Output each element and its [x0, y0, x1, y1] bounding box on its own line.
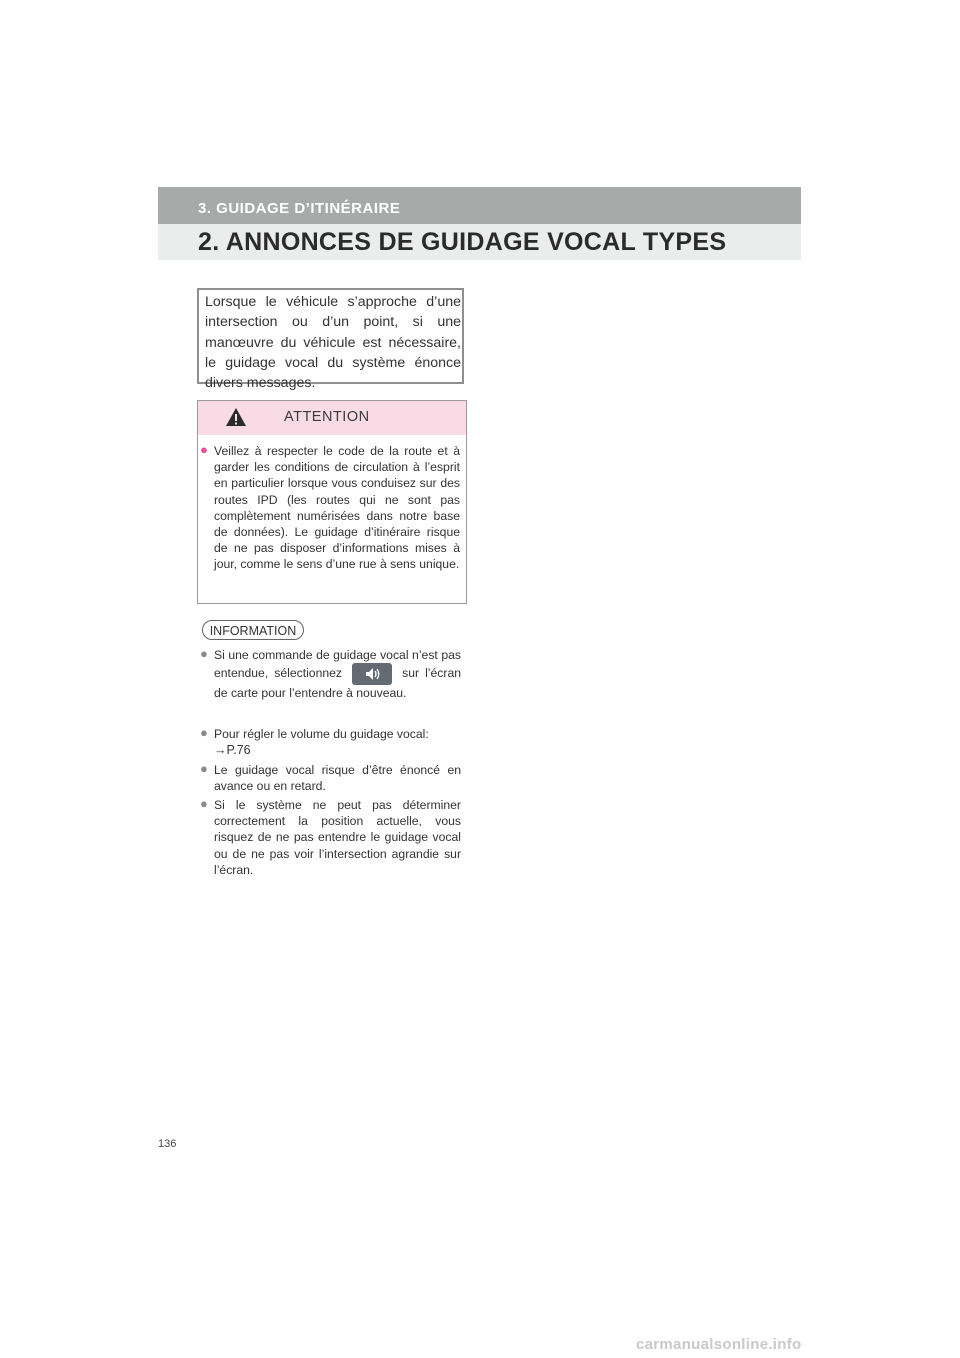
warning-triangle-icon	[225, 407, 247, 427]
info-item-text: Si le système ne peut pas déterminer correctement la position actuelle, vous risquez de ne pas entendre le guidage vocal ou de ne pas voir l’intersection agrandie sur l’écran.	[214, 798, 461, 877]
bullet-icon: ●	[200, 646, 208, 661]
bullet-icon: ●	[200, 725, 208, 740]
info-item-text: Pour régler le volume du guidage vocal:	[214, 727, 429, 741]
bullet-icon: ●	[200, 796, 208, 811]
speaker-icon[interactable]	[352, 663, 392, 685]
attention-item-text: Veillez à respecter le code de la route et à garder les conditions de circulation à l’esprit en particulier lorsque vous conduisez sur des routes IPD (les routes qui ne sont pas complètement numérisées dans notre base de données). Le guidage d’itinéraire risque de ne pas disposer d’informations mises à jour, comme le sens d’une rue à sens unique.	[214, 444, 460, 572]
information-label: INFORMATION	[202, 620, 304, 640]
attention-item	[200, 442, 460, 573]
intro-box	[197, 288, 464, 392]
attention-header	[198, 401, 466, 435]
attention-title: ATTENTION	[284, 409, 370, 425]
info-item	[200, 796, 461, 878]
info-item-text: Le guidage vocal risque d’être énoncé en avance ou en retard.	[214, 763, 461, 794]
page-title: 2. ANNONCES DE GUIDAGE VOCAL TYPES	[198, 228, 727, 256]
info-item-text-after: sur l’écran de carte pour l’entendre à nouveau.	[214, 666, 462, 701]
info-item	[200, 761, 461, 794]
info-item-text: Si une commande de guidage vocal n’est pas entendue, sélectionnez	[214, 648, 461, 681]
bullet-icon: ●	[200, 761, 208, 776]
bullet-icon: ●	[200, 442, 208, 457]
attention-box	[197, 400, 467, 604]
info-item	[200, 725, 461, 758]
arrow-icon: →	[214, 743, 227, 758]
page-number: 136	[158, 1138, 177, 1150]
intro-text: Lorsque le véhicule s’approche d’une intersection ou d’un point, si une manœuvre du véhicule est nécessaire, le guidage vocal du système énonce divers messages.	[205, 294, 461, 392]
section-label: 3. GUIDAGE D’ITINÉRAIRE	[198, 200, 401, 217]
page-reference-link[interactable]: P.76	[226, 743, 251, 758]
info-item	[200, 646, 462, 701]
watermark: carmanualsonline.info	[636, 1336, 802, 1353]
